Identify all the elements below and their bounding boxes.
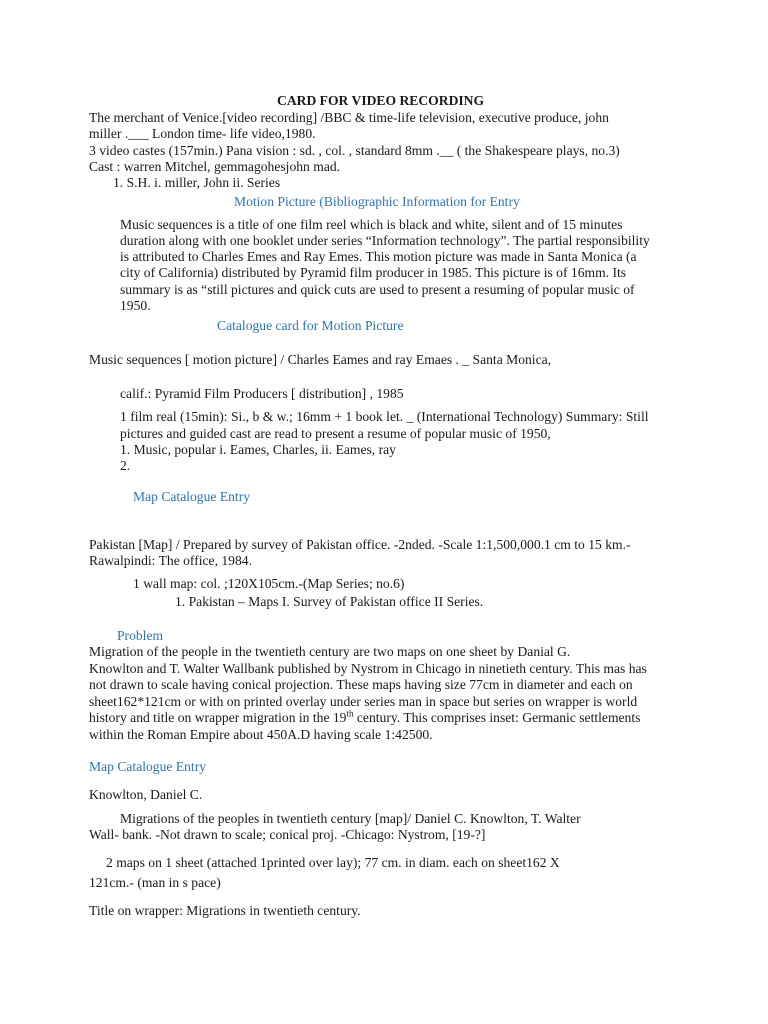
motion-line-2: duration along with one booklet under series “Information technology”. The partial responsibility (120, 233, 650, 248)
motion-line-3: is attributed to Charles Emes and Ray Emes. This motion picture was made in Santa Monica (a (120, 249, 637, 264)
motion-line-5: summary is as “still pictures and quick cuts are used to present a resuming of popular music of (120, 282, 635, 297)
motion-line-1: Music sequences is a title of one film reel which is black and white, silent and of 15 minutes (120, 217, 623, 232)
video-tracing: 1. S.H. i. miller, John ii. Series (113, 175, 281, 190)
map1-line-2: Rawalpindi: The office, 1984. (89, 553, 252, 568)
map-entry-heading-1: Map Catalogue Entry (133, 489, 251, 504)
map1-line-1: Pakistan [Map] / Prepared by survey of Pakistan office. -2nded. -Scale 1:1,500,000.1 cm to 15 km.- (89, 537, 631, 552)
video-card-heading: CARD FOR VIDEO RECORDING (277, 93, 485, 108)
map2-author: Knowlton, Daniel C. (89, 787, 203, 802)
motion-line-4: city of California) distributed by Pyramid film producer in 1985. This picture is of 16mm. Its (120, 265, 627, 280)
map2-physical-2: 121cm.- (man in s pace) (89, 875, 221, 890)
catalogue-item-2: 2. (120, 458, 131, 473)
video-line-4: Cast : warren Mitchel, gemmagohesjohn mad. (89, 159, 341, 174)
map1-physical: 1 wall map: col. ;120X105cm.-(Map Series; no.6) (133, 576, 405, 591)
problem-line-1: Migration of the people in the twentieth century are two maps on one sheet by Danial G. (89, 644, 571, 659)
map1-tracing: 1. Pakistan – Maps I. Survey of Pakistan office II Series. (175, 594, 484, 609)
problem-line-2: Knowlton and T. Walter Wallbank published by Nystrom in Chicago in ninetieth century. This mas has (89, 661, 647, 676)
map2-title-2: Wall- bank. -Not drawn to scale; conical proj. -Chicago: Nystrom, [19-?] (89, 827, 486, 842)
catalogue-desc-1: 1 film real (15min): Si., b & w.; 16mm + 1 book let. _ (International Technology) Summary: Still (120, 409, 649, 424)
problem-line-6: within the Roman Empire about 450A.D having scale 1:42500. (89, 727, 433, 742)
video-line-2: miller .___ London time- life video,1980. (89, 126, 316, 141)
map2-physical-1: 2 maps on 1 sheet (attached 1printed over lay); 77 cm. in diam. each on sheet162 X (106, 855, 560, 870)
catalogue-line-2: calif.: Pyramid Film Producers [ distribution] , 1985 (120, 386, 404, 401)
map2-note: Title on wrapper: Migrations in twentieth century. (89, 903, 361, 918)
motion-line-6: 1950. (120, 298, 151, 313)
problem-line-5: history and title on wrapper migration in the 19th century. This comprises inset: Germanic settlements (89, 708, 641, 725)
map-entry-heading-2: Map Catalogue Entry (89, 759, 207, 774)
map2-title-1: Migrations of the peoples in twentieth century [map]/ Daniel C. Knowlton, T. Walter (120, 811, 581, 826)
problem-heading: Problem (117, 628, 164, 643)
video-line-3: 3 video castes (157min.) Pana vision : sd. , col. , standard 8mm .__ ( the Shakespeare plays, no.3) (89, 143, 620, 158)
catalogue-item-1: 1. Music, popular i. Eames, Charles, ii. Eames, ray (120, 442, 396, 457)
catalogue-line-1: Music sequences [ motion picture] / Charles Eames and ray Emaes . _ Santa Monica, (89, 352, 552, 367)
problem-line-4: sheet162*121cm or with on printed overlay under series man in space but series on wrapper is world (89, 694, 638, 709)
catalogue-card-heading: Catalogue card for Motion Picture (217, 318, 404, 333)
motion-picture-heading: Motion Picture (Bibliographic Information for Entry (234, 194, 520, 209)
catalogue-desc-2: pictures and guided cast are read to present a resume of popular music of 1950, (120, 426, 551, 441)
problem-line-3: not drawn to scale having conical projection. These maps having size 77cm in diameter and each on (89, 677, 633, 692)
video-line-1: The merchant of Venice.[video recording] /BBC & time-life television, executive produce, john (89, 110, 609, 125)
